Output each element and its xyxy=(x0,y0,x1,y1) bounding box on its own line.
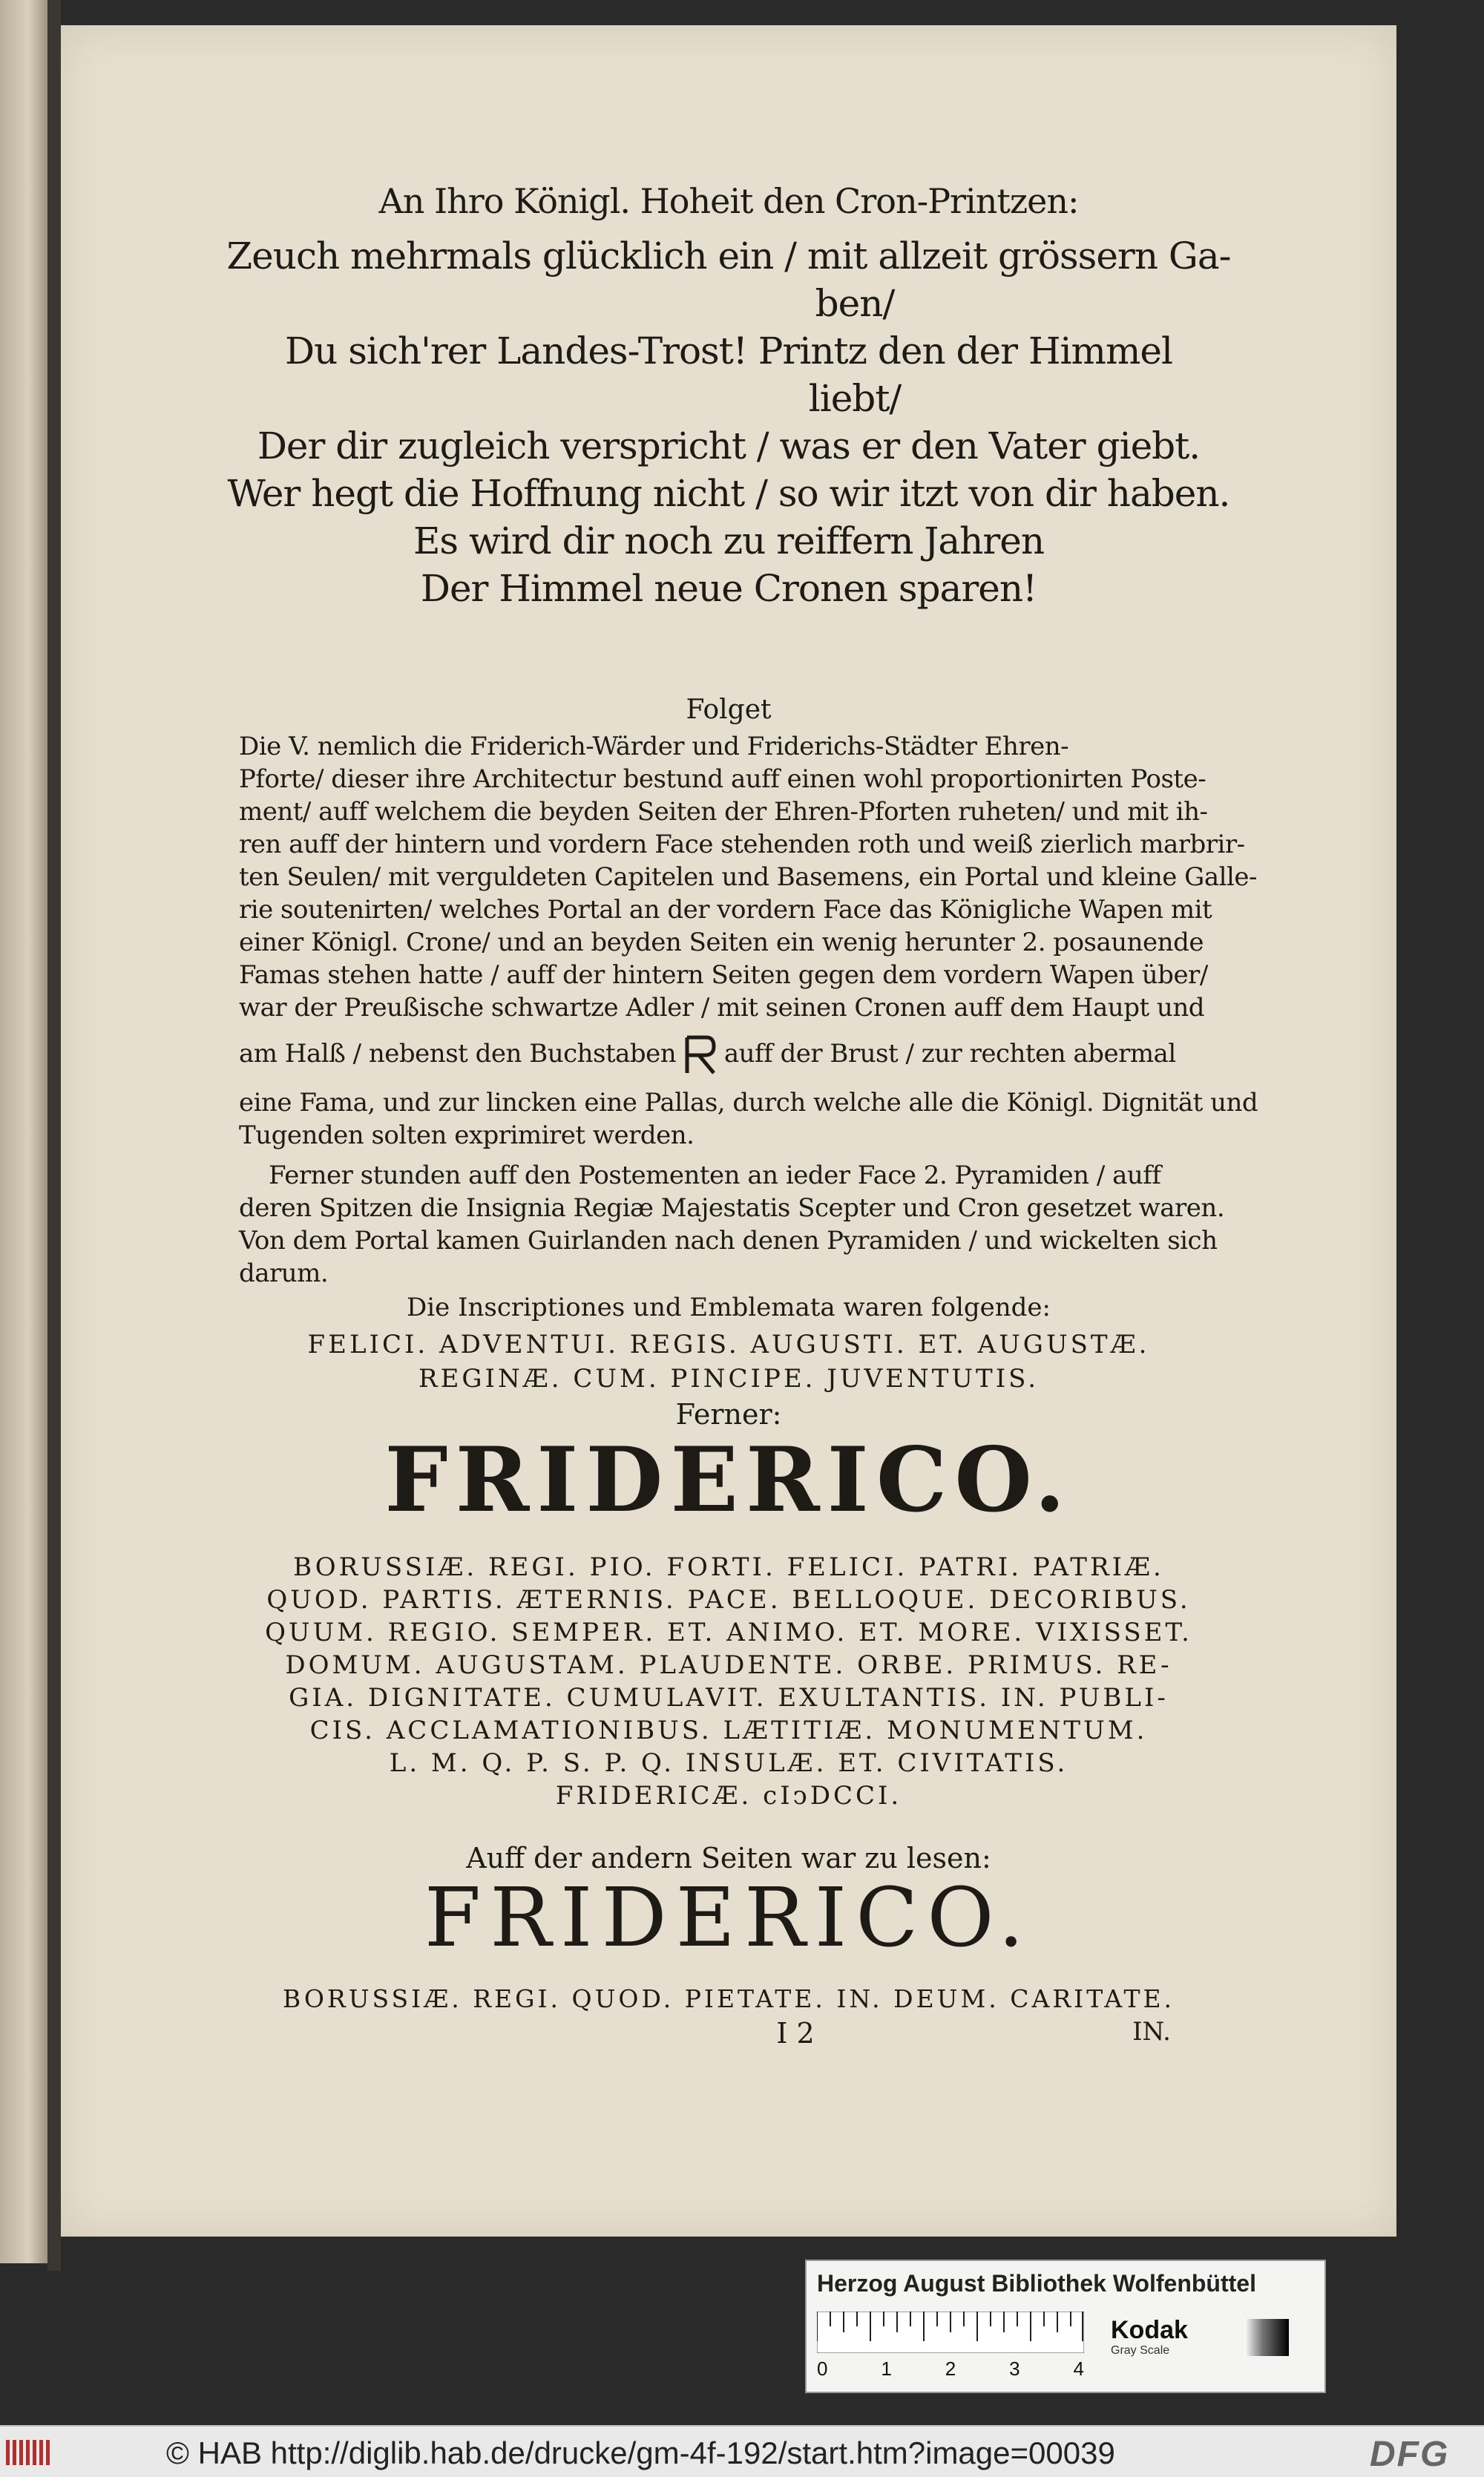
gray-swatch xyxy=(1244,2319,1289,2356)
ruler-ticks xyxy=(817,2312,1084,2353)
poem-line: ben/ xyxy=(815,282,895,325)
friderico-title: FRIDERICO. xyxy=(384,1428,1073,1532)
signature-mark: I 2 xyxy=(776,2017,815,2050)
body-line: ten Seulen/ mit verguldeten Capitelen und Basemens, ein Portal und kleine Galle- xyxy=(239,862,1257,892)
body-line: Famas stehen hatte / auff der hintern Seiten gegen dem vordern Wapen über/ xyxy=(239,960,1208,990)
body-line: Die V. nemlich die Friderich-Wärder und Friderichs-Städter Ehren- xyxy=(239,732,1069,761)
body-line: Tugenden solten exprimiret werden. xyxy=(239,1121,695,1150)
kodak-brand: Kodak xyxy=(1111,2316,1188,2344)
previous-page-edge xyxy=(0,0,47,2263)
ruler-title: Herzog August Bibliothek Wolfenbüttel xyxy=(817,2270,1256,2297)
inscription-line: CIS. ACCLAMATIONIBUS. LÆTITIÆ. MONUMENTUM. xyxy=(309,1716,1148,1745)
inscription-line: QUOD. PARTIS. ÆTERNIS. PACE. BELLOQUE. DECORIBUS. xyxy=(266,1585,1191,1615)
auff-andern-label: Auff der andern Seiten war zu lesen: xyxy=(466,1842,991,1874)
inscription-line: GIA. DIGNITATE. CUMULAVIT. EXULTANTIS. IN. PUBLI- xyxy=(289,1683,1169,1713)
poem-line: Du sich'rer Landes-Trost! Printz den der Himmel xyxy=(285,329,1172,373)
poem-line: Es wird dir noch zu reiffern Jahren xyxy=(413,519,1045,562)
body-line: einer Königl. Crone/ und an beyden Seiten ein wenig herunter 2. posaunende xyxy=(239,928,1204,957)
inscription-line: FELICI. ADVENTUI. REGIS. AUGUSTI. ET. AUGUSTÆ. xyxy=(307,1330,1150,1359)
body-line: Von dem Portal kamen Guirlanden nach denen Pyramiden / und wickelten sich xyxy=(239,1226,1218,1256)
color-calibration-strip xyxy=(805,2260,1326,2393)
body-line: deren Spitzen die Insignia Regiæ Majestatis Scepter und Cron gesetzet waren. xyxy=(239,1193,1225,1223)
inscription-line: REGINÆ. CUM. PINCIPE. JUVENTUTIS. xyxy=(418,1364,1040,1394)
viewer-footer xyxy=(0,2425,1484,2477)
body-line: darum. xyxy=(239,1259,329,1288)
ruler-number: 2 xyxy=(945,2358,956,2380)
friderico-title: FRIDERICO. xyxy=(424,1870,1034,1965)
poem-line: liebt/ xyxy=(808,377,902,420)
gray-scale-label: Gray Scale xyxy=(1111,2344,1170,2357)
copyright-url[interactable]: © HAB http://diglib.hab.de/drucke/gm-4f-192/start.htm?image=00039 xyxy=(166,2435,1115,2470)
body-line: Pforte/ dieser ihre Architectur bestund auff einen wohl proportionirten Poste- xyxy=(239,764,1206,794)
body-line-part: am Halß / nebenst den Buchstaben xyxy=(239,1039,677,1069)
ferner-label: Ferner: xyxy=(675,1398,782,1431)
body-line: war der Preußische schwartze Adler / mit seinen Cronen auff dem Haupt und xyxy=(239,993,1204,1023)
section-heading: Folget xyxy=(686,695,772,725)
inscription-line: BORUSSIÆ. REGI. PIO. FORTI. FELICI. PATRI. PATRIÆ. xyxy=(293,1552,1164,1582)
ruler-number: 4 xyxy=(1073,2358,1084,2380)
inscription-line: L. M. Q. P. S. P. Q. INSULÆ. ET. CIVITATIS. xyxy=(389,1748,1068,1778)
body-line: eine Fama, und zur lincken eine Pallas, durch welche alle die Königl. Dignität und xyxy=(239,1088,1258,1118)
poem-line: Der dir zugleich verspricht / was er den Vater giebt. xyxy=(257,424,1201,467)
body-line: ment/ auff welchem die beyden Seiten der Ehren-Pforten ruheten/ und mit ih- xyxy=(239,797,1208,827)
ruler-number: 3 xyxy=(1009,2358,1020,2380)
ruler-number: 0 xyxy=(817,2358,828,2380)
document-page xyxy=(61,25,1396,2237)
inscriptions-heading: Die Inscriptiones und Emblemata waren folgende: xyxy=(407,1293,1051,1322)
poem-line: Zeuch mehrmals glücklich ein / mit allzeit grössern Ga- xyxy=(226,234,1231,278)
inscription-line: DOMUM. AUGUSTAM. PLAUDENTE. ORBE. PRIMUS. RE- xyxy=(285,1650,1172,1680)
inscription-line: QUUM. REGIO. SEMPER. ET. ANIMO. ET. MORE. VIXISSET. xyxy=(265,1618,1192,1647)
monogram-r-icon xyxy=(684,1034,717,1076)
library-logo-icon xyxy=(4,2437,56,2468)
body-line xyxy=(61,1034,1218,1076)
body-line: rie soutenirten/ welches Portal an der vordern Face das Königliche Wapen mit xyxy=(239,895,1212,925)
inscription-line: FRIDERICÆ. cIↄDCCI. xyxy=(555,1781,902,1811)
dfg-logo: DFG xyxy=(1370,2435,1450,2474)
body-line: ren auff der hintern und vordern Face stehenden roth und weiß zierlich marbrir- xyxy=(239,830,1245,859)
catchword: IN. xyxy=(1132,2017,1171,2047)
poem-heading: An Ihro Königl. Hoheit den Cron-Printzen: xyxy=(378,181,1079,221)
body-line: Ferner stunden auff den Postementen an ieder Face 2. Pyramiden / auff xyxy=(269,1161,1161,1190)
poem-line: Wer hegt die Hoffnung nicht / so wir itzt von dir haben. xyxy=(227,472,1230,515)
inscription-line: BORUSSIÆ. REGI. QUOD. PIETATE. IN. DEUM. CARITATE. xyxy=(282,1984,1175,2013)
ruler-numbers xyxy=(817,2358,1084,2381)
ruler-number: 1 xyxy=(881,2358,892,2380)
book-gutter xyxy=(47,0,61,2271)
poem-line: Der Himmel neue Cronen sparen! xyxy=(420,567,1037,610)
body-line-part: auff der Brust / zur rechten abermal xyxy=(723,1039,1176,1069)
